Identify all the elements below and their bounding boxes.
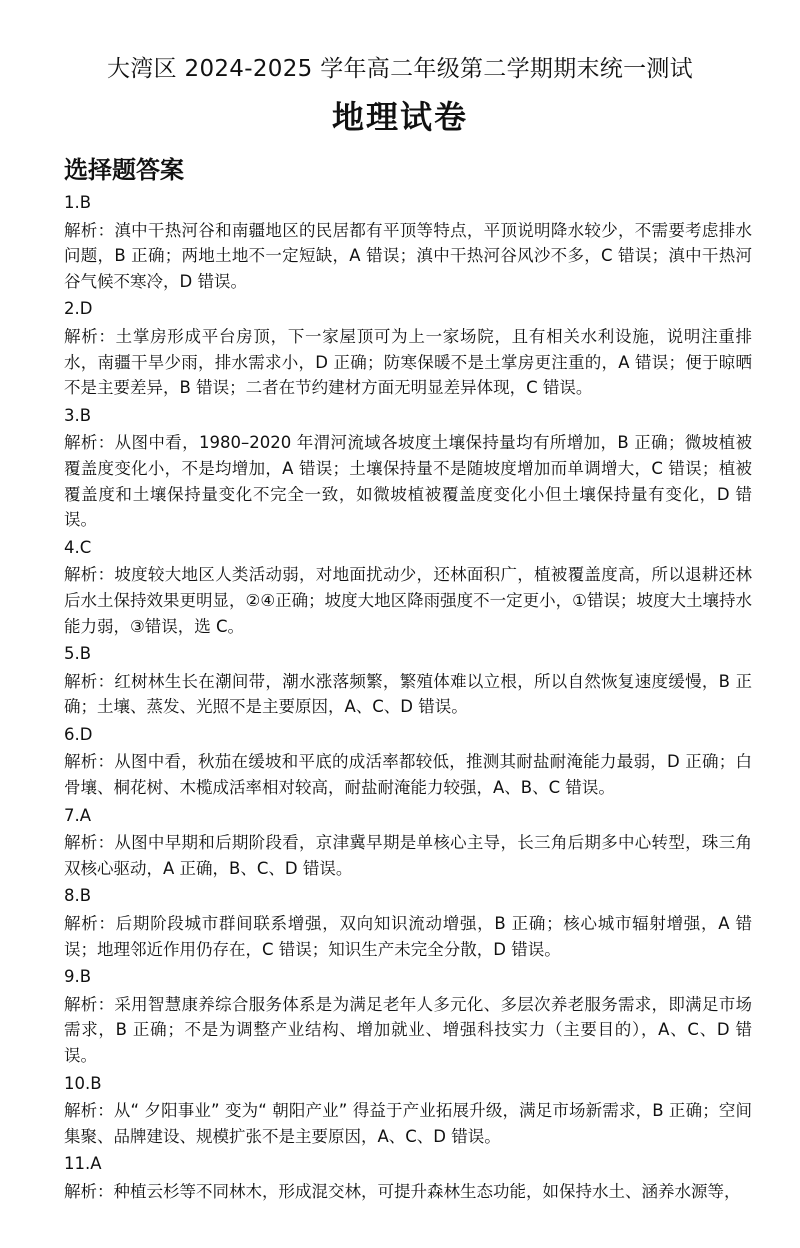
answer-number: 2.D (64, 299, 93, 319)
answer-explanation: 解析：种植云杉等不同林木，形成混交林，可提升森林生态功能，如保持水土、涵养水源等， (64, 1181, 741, 1201)
answer-number: 6.D (64, 724, 93, 744)
answer-item (64, 190, 752, 294)
answer-number: 9.B (64, 967, 92, 987)
section-title: 选择题答案 (64, 156, 184, 184)
answer-item (64, 883, 752, 962)
answer-explanation: 解析：从图中看，1980–2020 年渭河流域各坡度土壤保持量均有所增加，B 正确；微坡植被覆盖度变化小，不是均增加，A 错误；土壤保持量不是随坡度增加而单调增大，C 错误；植被覆盖度和土壤保持量变化不完全一致，如微坡植被覆盖度变化小但土壤保持量有变化，D 错误。 (64, 433, 752, 530)
answer-number: 4.C (64, 537, 92, 557)
answer-number: 11.A (64, 1154, 102, 1174)
answer-explanation: 解析：红树林生长在潮间带，潮水涨落频繁，繁殖体难以立根，所以自然恢复速度缓慢，B 正确；土壤、蒸发、光照不是主要原因，A、C、D 错误。 (64, 671, 752, 717)
answer-explanation: 解析：从图中看，秋茄在缓坡和平底的成活率都较低，推测其耐盐耐淹能力最弱，D 正确；白骨壤、桐花树、木榄成活率相对较高，耐盐耐淹能力较强，A、B、C 错误。 (64, 752, 752, 798)
answer-number: 10.B (64, 1073, 102, 1093)
answer-number: 7.A (64, 805, 92, 825)
answer-item (64, 403, 752, 533)
answer-item (64, 296, 752, 400)
answer-number: 3.B (64, 405, 92, 425)
answer-explanation: 解析：滇中干热河谷和南疆地区的民居都有平顶等特点，平顶说明降水较少，不需要考虑排水问题，B 正确；两地土地不一定短缺，A 错误；滇中干热河谷风沙不多，C 错误；滇中干热河谷气候不寒冷，D 错误。 (64, 220, 752, 291)
answer-item (64, 803, 752, 882)
answer-explanation: 解析：坡度较大地区人类活动弱，对地面扰动少，还林面积广，植被覆盖度高，所以退耕还林后水土保持效果更明显，②④正确；坡度大地区降雨强度不一定更小，①错误；坡度大土壤持水能力弱，③错误，选 C。 (64, 565, 752, 636)
answer-item (64, 1071, 752, 1150)
answer-number: 8.B (64, 886, 92, 906)
answer-explanation: 解析：土掌房形成平台房顶，下一家屋顶可为上一家场院，且有相关水利设施，说明注重排水，南疆干旱少雨，排水需求小，D 正确；防寒保暖不是土掌房更注重的，A 错误；便于晾晒不是主要差异，B 错误；二者在节约建材方面无明显差异体现，C 错误。 (64, 326, 752, 398)
answer-item (64, 1151, 752, 1204)
answer-list (64, 188, 752, 1207)
exam-title: 大湾区 2024-2025 学年高二年级第二学期期末统一测试 (107, 56, 693, 82)
answer-item (64, 641, 752, 720)
answer-explanation: 解析：后期阶段城市群间联系增强，双向知识流动增强，B 正确；核心城市辐射增强，A 错误；地理邻近作用仍存在，C 错误；知识生产未完全分散，D 错误。 (64, 914, 752, 959)
answer-number: 1.B (64, 193, 92, 212)
subject-title: 地理试卷 (331, 98, 468, 136)
answer-explanation: 解析：从“ 夕阳事业” 变为“ 朝阳产业” 得益于产业拓展升级，满足市场新需求，B 正确；空间集聚、品牌建设、规模扩张不是主要原因，A、C、D 错误。 (64, 1101, 752, 1146)
answer-explanation: 解析：采用智慧康养综合服务体系是为满足老年人多元化、多层次养老服务需求，即满足市场需求，B 正确；不是为调整产业结构、增加就业、增强科技实力（主要目的），A、C、D 错误。 (64, 994, 752, 1065)
answer-item (64, 964, 752, 1068)
answer-item (64, 722, 752, 801)
answer-number: 5.B (64, 644, 92, 664)
answer-item (64, 535, 752, 639)
answer-explanation: 解析：从图中早期和后期阶段看，京津冀早期是单核心主导，长三角后期多中心转型，珠三角双核心驱动，A 正确，B、C、D 错误。 (64, 833, 752, 878)
